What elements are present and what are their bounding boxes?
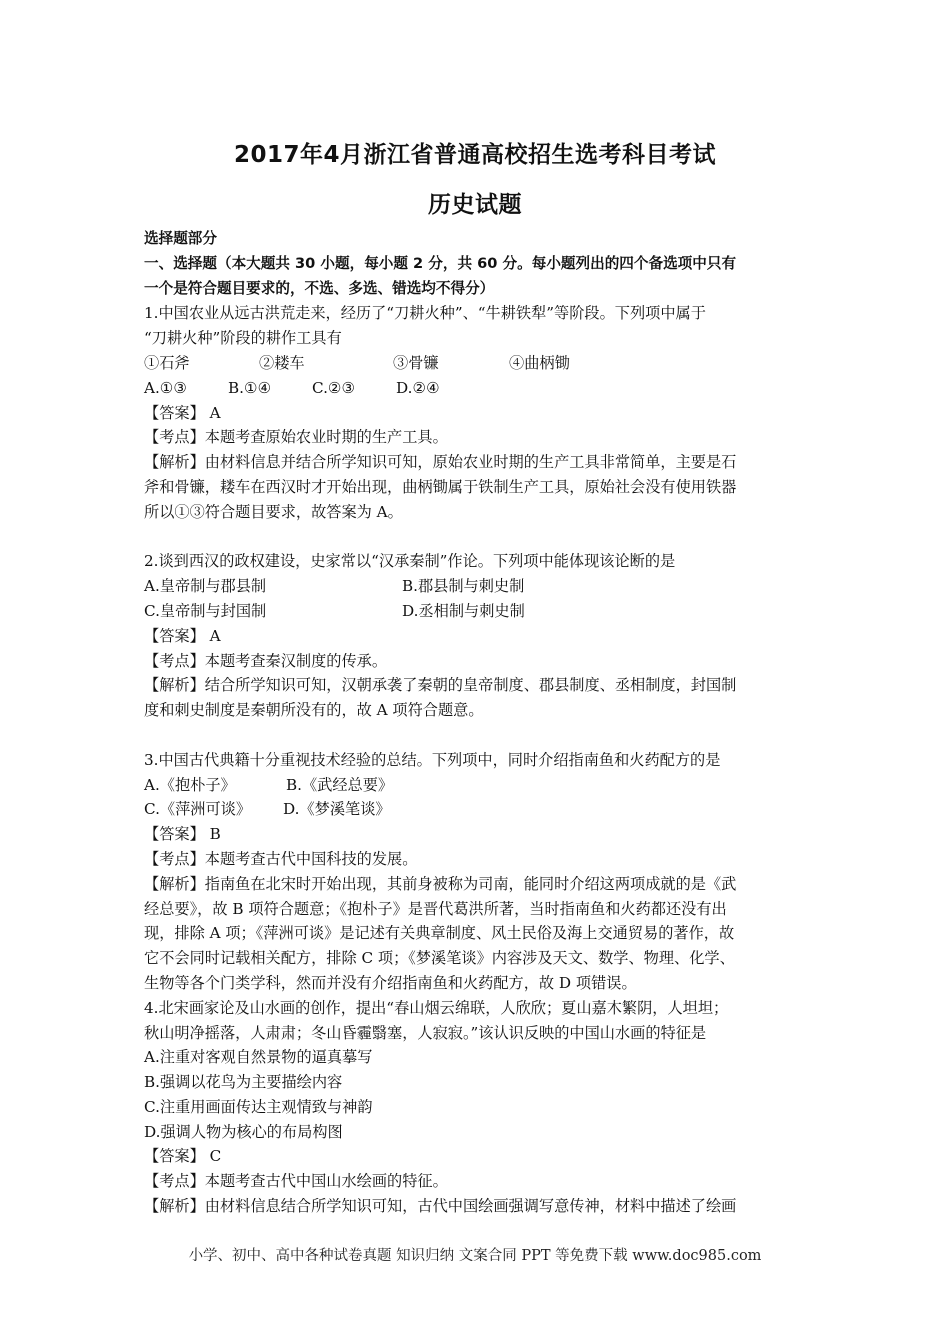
q4-option-c: C.注重用画面传达主观情致与神韵 <box>144 1097 373 1116</box>
q1-item-1: ①石斧 <box>144 353 190 372</box>
q1-analysis-line-2: 斧和骨镰，耧车在西汉时才开始出现，曲柄锄属于铁制生产工具，原始社会没有使用铁器 <box>144 477 737 496</box>
q1-item-2: ②耧车 <box>259 353 305 372</box>
q2-answer: 【答案】 A <box>144 626 221 645</box>
q1-option-c: C.②③ <box>312 378 356 397</box>
paragraph-gap <box>144 525 809 550</box>
q4-point: 【考点】本题考查古代中国山水绘画的特征。 <box>144 1172 448 1191</box>
q1-stem-line-2: “刀耕火种”阶段的耕作工具有 <box>144 329 342 348</box>
exam-subtitle: 历史试题 <box>428 192 522 218</box>
q2-analysis-line-1: 【解析】结合所学知识可知，汉朝承袭了秦朝的皇帝制度、郡县制度、丞相制度，封国制 <box>144 676 737 695</box>
q3-point: 【考点】本题考查古代中国科技的发展。 <box>144 849 418 868</box>
q4-option-d: D.强调人物为核心的布局构图 <box>144 1122 343 1141</box>
q3-analysis-line-3: 现，排除 A 项；《萍洲可谈》是记述有关典章制度、风土民俗及海上交通贸易的著作，故 <box>144 924 735 943</box>
q2-option-a: A.皇帝制与郡县制 <box>144 577 267 596</box>
q1-option-b: B.①④ <box>228 378 272 397</box>
q3-option-c: C.《萍洲可谈》 <box>144 800 252 819</box>
q4-option-b: B.强调以花鸟为主要描绘内容 <box>144 1073 343 1092</box>
q1-options-row <box>144 376 809 401</box>
q2-point: 【考点】本题考查秦汉制度的传承。 <box>144 651 387 670</box>
q1-item-3: ③骨镰 <box>393 353 439 372</box>
q1-option-a: A.①③ <box>144 378 188 397</box>
q1-stem-line-1: 1.中国农业从远古洪荒走来，经历了“刀耕火种”、“牛耕铁犁”等阶段。下列项中属于 <box>144 304 706 323</box>
paragraph-gap <box>144 723 809 748</box>
q1-point: 【考点】本题考查原始农业时期的生产工具。 <box>144 428 448 447</box>
q4-stem-line-2: 秋山明净摇落，人肃肃；冬山昏霾翳塞，人寂寂。”该认识反映的中国山水画的特征是 <box>144 1023 707 1042</box>
q1-items-row <box>144 351 809 376</box>
q3-analysis-line-1: 【解析】指南鱼在北宋时开始出现，其前身被称为司南，能同时介绍这两项成就的是《武 <box>144 874 737 893</box>
section-instruction-line-1: 一、选择题（本大题共 30 小题，每小题 2 分，共 60 分。每小题列出的四个备选项中只有 <box>144 254 737 272</box>
q1-analysis-line-1: 【解析】由材料信息并结合所学知识可知，原始农业时期的生产工具非常简单，主要是石 <box>144 453 737 472</box>
q3-option-d: D.《梦溪笔谈》 <box>283 800 391 819</box>
q3-analysis-line-4: 它不会同时记载相关配方，排除 C 项；《梦溪笔谈》内容涉及天文、数学、物理、化学、 <box>144 949 735 968</box>
section-part-label: 选择题部分 <box>144 230 217 247</box>
q4-analysis-line-1: 【解析】由材料信息结合所学知识可知，古代中国绘画强调写意传神，材料中描述了绘画 <box>144 1197 737 1216</box>
q3-options-row-2 <box>144 797 809 822</box>
q3-answer: 【答案】 B <box>144 825 221 844</box>
q3-analysis-line-5: 生物等各个门类学科，然而并没有介绍指南鱼和火药配方，故 D 项错误。 <box>144 973 637 992</box>
exam-title: 2017年4月浙江省普通高校招生选考科目考试 <box>233 142 717 168</box>
q4-answer: 【答案】 C <box>144 1147 222 1166</box>
q1-answer: 【答案】 A <box>144 403 221 422</box>
q2-option-c: C.皇帝制与封国制 <box>144 601 267 620</box>
q2-options-row-1 <box>144 574 809 599</box>
q3-analysis-line-2: 经总要》，故 B 项符合题意；《抱朴子》是晋代葛洪所著，当时指南鱼和火药都还没有出 <box>144 899 727 918</box>
exam-content <box>144 227 809 1219</box>
q2-option-d: D.丞相制与刺史制 <box>402 601 525 620</box>
q4-option-a: A.注重对客观自然景物的逼真摹写 <box>144 1048 373 1067</box>
q2-stem-line-1: 2.谈到西汉的政权建设，史家常以“汉承秦制”作论。下列项中能体现该论断的是 <box>144 552 676 571</box>
q1-item-4: ④曲柄锄 <box>509 353 570 372</box>
q2-option-b: B.郡县制与刺史制 <box>402 577 525 596</box>
section-instruction-line-2: 一个是符合题目要求的，不选、多选、错选均不得分） <box>144 279 495 297</box>
q4-stem-line-1: 4.北宋画家论及山水画的创作，提出“春山烟云绵联，人欣欣；夏山嘉木繁阴，人坦坦； <box>144 998 729 1017</box>
q1-option-d: D.②④ <box>396 378 440 397</box>
q2-analysis-line-2: 度和刺史制度是秦朝所没有的，故 A 项符合题意。 <box>144 701 484 720</box>
q3-option-a: A.《抱朴子》 <box>144 775 236 794</box>
q2-options-row-2 <box>144 599 809 624</box>
q3-option-b: B.《武经总要》 <box>286 775 394 794</box>
page-footer: 小学、初中、高中各种试卷真题 知识归纳 文案合同 PPT 等免费下载 www.doc985.com <box>188 1248 762 1264</box>
q3-stem-line-1: 3.中国古代典籍十分重视技术经验的总结。下列项中，同时介绍指南鱼和火药配方的是 <box>144 750 721 769</box>
q1-analysis-line-3: 所以①③符合题目要求，故答案为 A。 <box>144 502 403 521</box>
q3-options-row-1 <box>144 773 809 798</box>
